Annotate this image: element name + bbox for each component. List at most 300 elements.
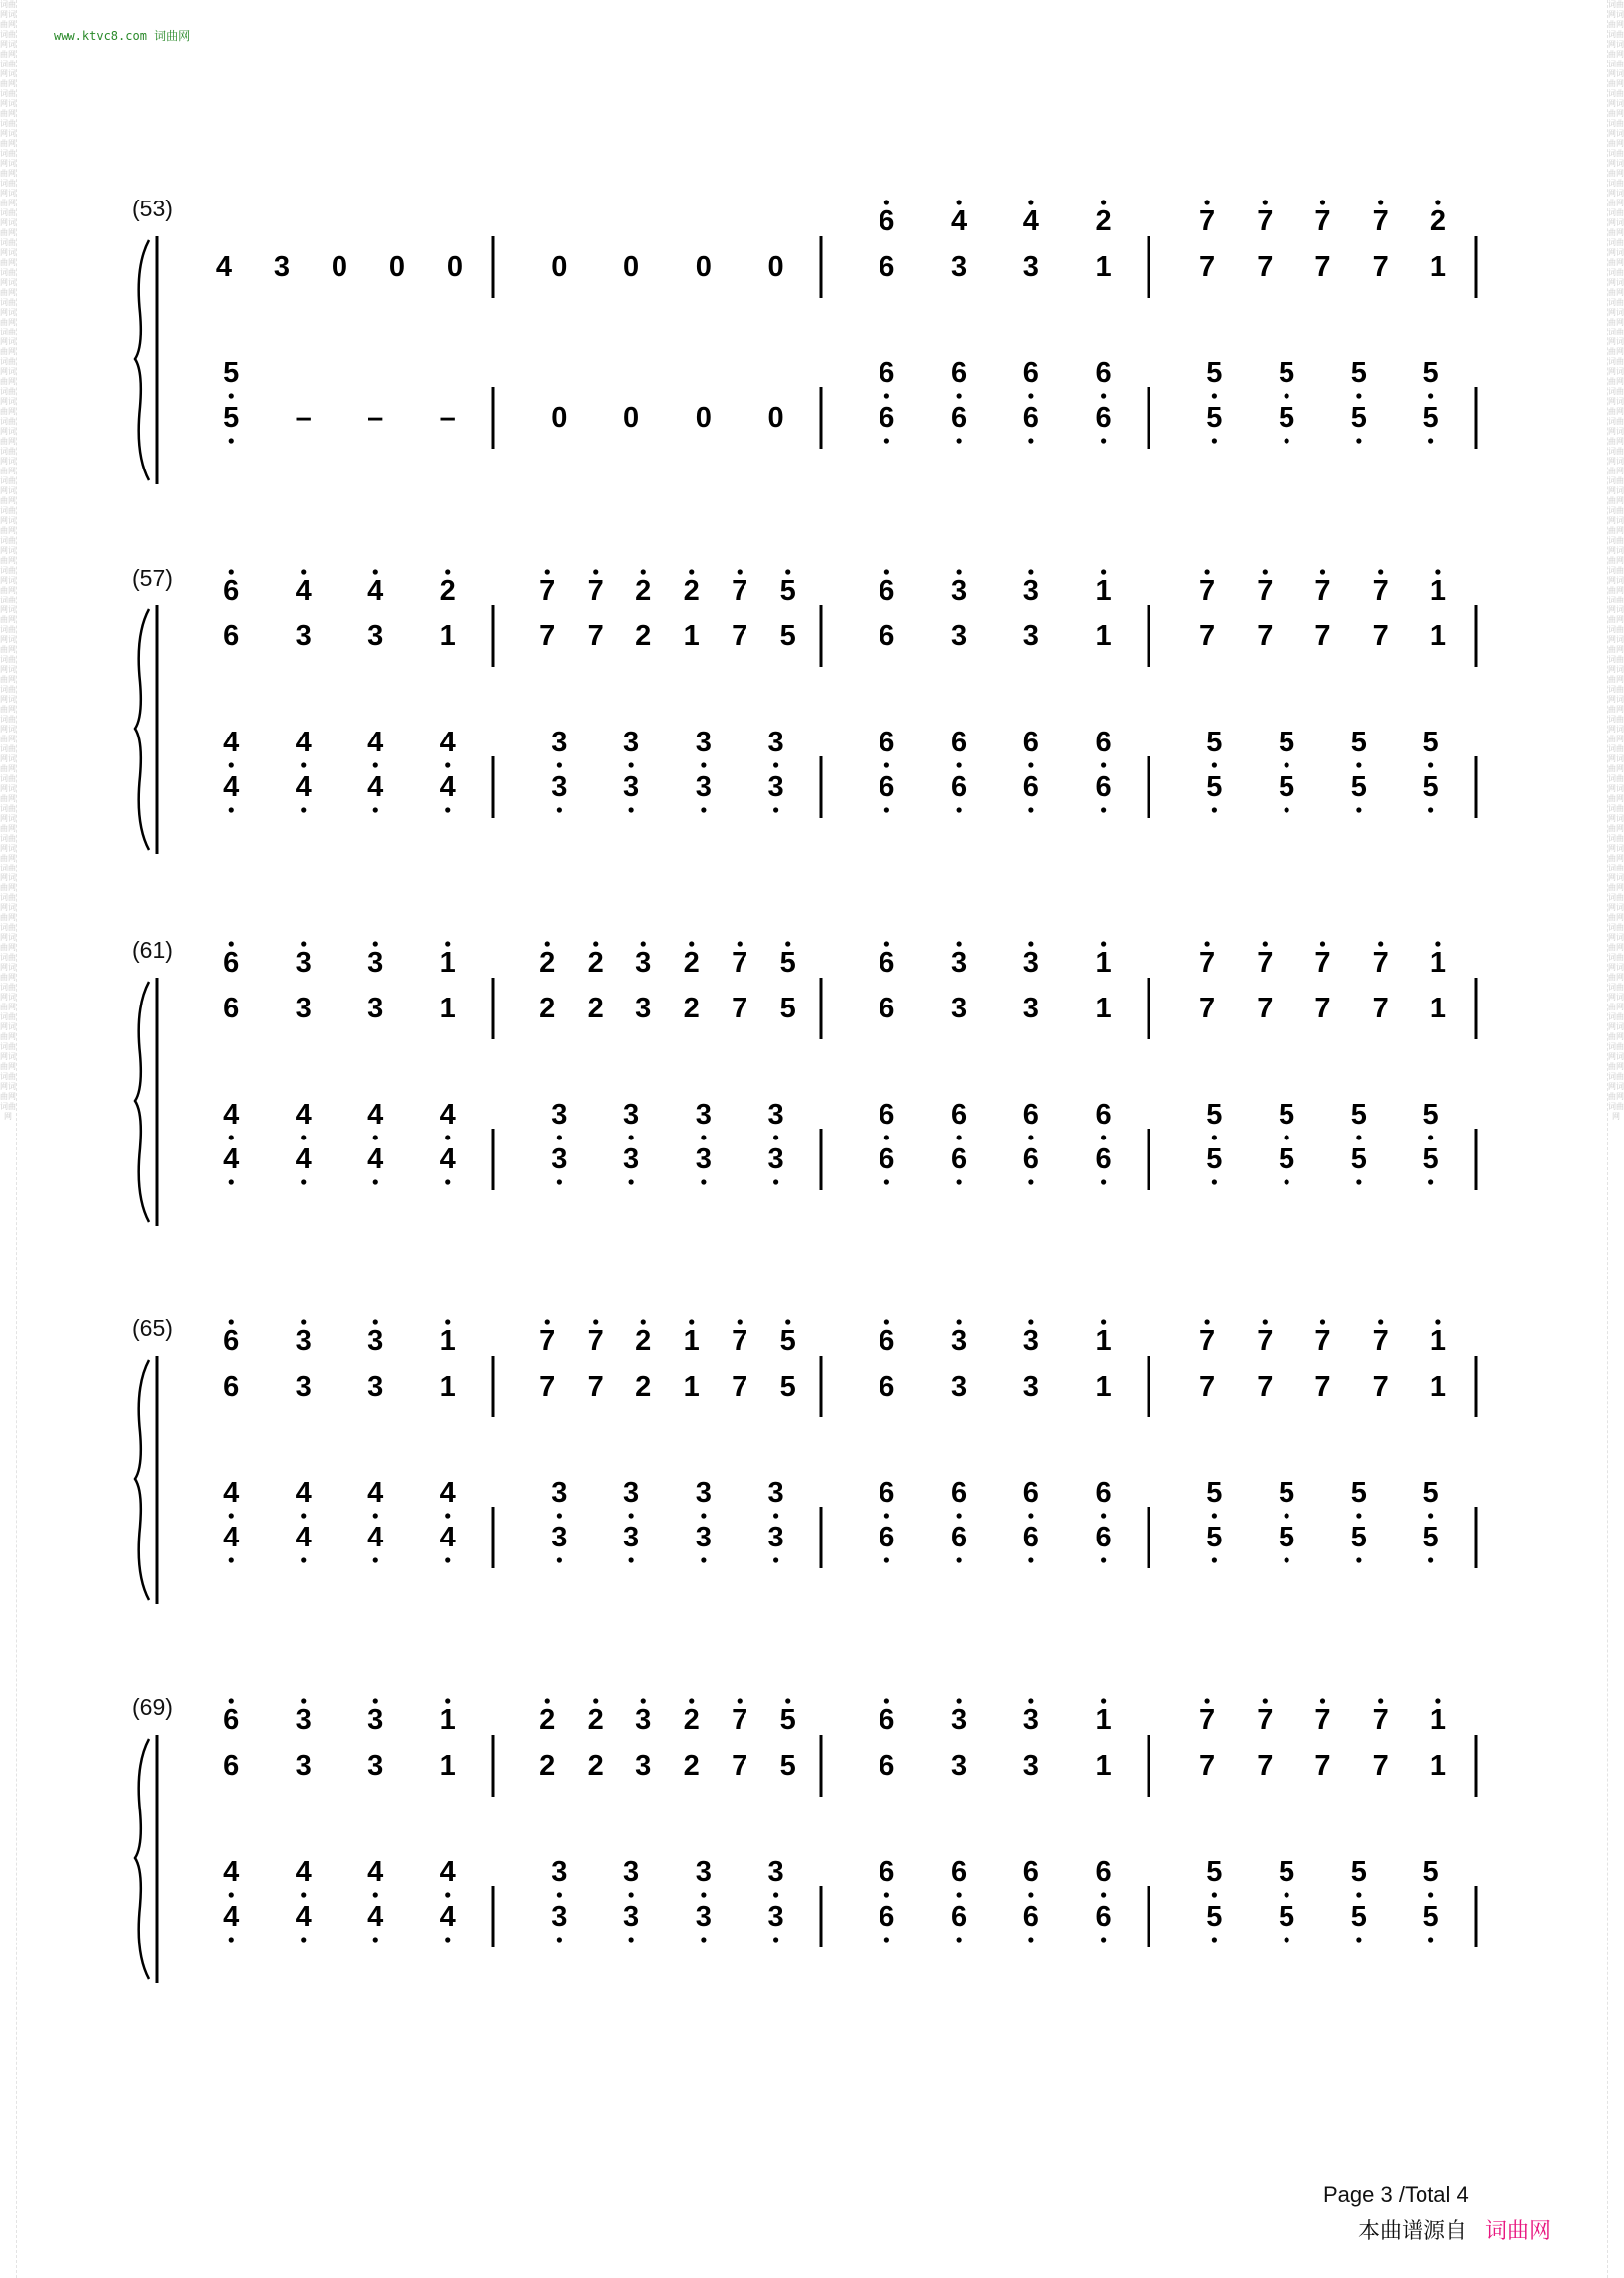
site-link[interactable]: www.ktvc8.com 词曲网 bbox=[54, 29, 191, 43]
note: 5 bbox=[1279, 727, 1295, 758]
octave-dot bbox=[884, 1892, 889, 1897]
octave-dot bbox=[1028, 438, 1033, 443]
note: 5 bbox=[1350, 1143, 1367, 1175]
octave-dot bbox=[1101, 807, 1106, 812]
note: 4 bbox=[367, 1477, 384, 1509]
octave-dot bbox=[884, 1179, 889, 1184]
octave-dot bbox=[593, 1698, 598, 1703]
note: 7 bbox=[1199, 575, 1216, 606]
note: 3 bbox=[623, 1099, 640, 1131]
system-brace bbox=[135, 240, 149, 480]
octave-dot bbox=[373, 1557, 378, 1562]
page-indicator: Page 3 /Total 4 bbox=[1323, 2182, 1469, 2207]
note: 2 bbox=[439, 575, 456, 606]
octave-dot bbox=[557, 807, 562, 812]
note: 4 bbox=[223, 1099, 240, 1131]
note: 1 bbox=[1429, 575, 1446, 606]
octave-dot bbox=[1101, 200, 1106, 204]
octave-dot bbox=[641, 569, 646, 574]
note: 4 bbox=[223, 771, 240, 803]
note: 7 bbox=[1199, 1750, 1216, 1782]
octave-dot bbox=[1205, 1698, 1210, 1703]
note: 4 bbox=[223, 1143, 240, 1175]
octave-dot bbox=[701, 1135, 706, 1139]
octave-dot bbox=[689, 569, 694, 574]
octave-dot bbox=[884, 438, 889, 443]
octave-dot bbox=[445, 1179, 450, 1184]
note: 6 bbox=[1095, 1477, 1112, 1509]
octave-dot bbox=[1285, 1135, 1289, 1139]
note: 7 bbox=[1199, 1325, 1216, 1357]
note: 7 bbox=[1257, 1704, 1274, 1736]
note: 5 bbox=[1422, 727, 1439, 758]
octave-dot bbox=[1263, 200, 1268, 204]
note: 2 bbox=[539, 1704, 556, 1736]
note: 4 bbox=[295, 1143, 312, 1175]
octave-dot bbox=[884, 1513, 889, 1518]
octave-dot bbox=[1378, 1698, 1383, 1703]
note: 3 bbox=[551, 1901, 568, 1933]
octave-dot bbox=[445, 1135, 450, 1139]
octave-dot bbox=[1378, 200, 1383, 204]
octave-dot bbox=[785, 1698, 790, 1703]
octave-dot bbox=[1356, 1937, 1361, 1942]
note: 7 bbox=[1257, 947, 1274, 979]
note: 4 bbox=[223, 1856, 240, 1888]
octave-dot bbox=[1435, 200, 1440, 204]
octave-dot bbox=[301, 1937, 306, 1942]
octave-dot bbox=[773, 807, 778, 812]
note: 2 bbox=[683, 575, 700, 606]
note: 3 bbox=[767, 727, 784, 758]
note: 5 bbox=[1350, 1477, 1367, 1509]
octave-dot bbox=[445, 1698, 450, 1703]
octave-dot bbox=[1285, 393, 1289, 398]
note: 5 bbox=[1279, 1856, 1295, 1888]
note: 5 bbox=[779, 947, 796, 979]
note: 3 bbox=[1022, 1750, 1039, 1782]
note: 5 bbox=[1350, 727, 1367, 758]
note: 7 bbox=[732, 575, 748, 606]
octave-dot bbox=[957, 569, 962, 574]
note: 3 bbox=[551, 1099, 568, 1131]
octave-dot bbox=[1101, 1892, 1106, 1897]
system-brace bbox=[135, 1739, 149, 1979]
octave-dot bbox=[1028, 941, 1033, 946]
octave-dot bbox=[629, 1513, 634, 1518]
octave-dot bbox=[373, 569, 378, 574]
note: 4 bbox=[295, 771, 312, 803]
note: 4 bbox=[951, 205, 968, 237]
octave-dot bbox=[701, 807, 706, 812]
octave-dot bbox=[1212, 1135, 1217, 1139]
note: 7 bbox=[1199, 251, 1216, 283]
note: 3 bbox=[1022, 993, 1039, 1024]
note: 3 bbox=[695, 1099, 712, 1131]
octave-dot bbox=[785, 569, 790, 574]
note: 1 bbox=[1095, 1750, 1112, 1782]
note: 7 bbox=[1314, 620, 1331, 652]
octave-dot bbox=[229, 438, 234, 443]
note: 6 bbox=[879, 1856, 895, 1888]
octave-dot bbox=[229, 1179, 234, 1184]
note: 3 bbox=[951, 1371, 968, 1403]
octave-dot bbox=[1428, 1513, 1433, 1518]
note: – bbox=[295, 402, 312, 434]
note: 1 bbox=[439, 620, 456, 652]
note: 4 bbox=[1022, 205, 1039, 237]
note: 7 bbox=[1314, 1704, 1331, 1736]
note: 7 bbox=[1199, 993, 1216, 1024]
octave-dot bbox=[629, 1892, 634, 1897]
source-site-link[interactable]: 词曲网 bbox=[1485, 2219, 1552, 2244]
note: 6 bbox=[1095, 402, 1112, 434]
note: 3 bbox=[695, 1856, 712, 1888]
octave-dot bbox=[373, 1179, 378, 1184]
note: 2 bbox=[635, 620, 652, 652]
octave-dot bbox=[557, 1135, 562, 1139]
octave-dot bbox=[229, 1319, 234, 1324]
note: 3 bbox=[695, 1143, 712, 1175]
octave-dot bbox=[301, 1892, 306, 1897]
note: 3 bbox=[951, 1325, 968, 1357]
octave-dot bbox=[1263, 569, 1268, 574]
octave-dot bbox=[1101, 393, 1106, 398]
octave-dot bbox=[1356, 1135, 1361, 1139]
note: 7 bbox=[1257, 575, 1274, 606]
note: 6 bbox=[1022, 402, 1039, 434]
note: 3 bbox=[951, 993, 968, 1024]
octave-dot bbox=[1028, 1892, 1033, 1897]
octave-dot bbox=[689, 1698, 694, 1703]
octave-dot bbox=[738, 941, 743, 946]
note: 3 bbox=[551, 1143, 568, 1175]
note: 5 bbox=[1279, 1477, 1295, 1509]
octave-dot bbox=[557, 1179, 562, 1184]
note: 3 bbox=[951, 1750, 968, 1782]
note: 3 bbox=[635, 993, 652, 1024]
note: 6 bbox=[879, 575, 895, 606]
octave-dot bbox=[1356, 1179, 1361, 1184]
note: 6 bbox=[879, 993, 895, 1024]
octave-dot bbox=[1285, 438, 1289, 443]
octave-dot bbox=[445, 941, 450, 946]
note: 2 bbox=[635, 1371, 652, 1403]
octave-dot bbox=[373, 1135, 378, 1139]
octave-dot bbox=[301, 1513, 306, 1518]
note: 5 bbox=[1422, 1901, 1439, 1933]
note: 6 bbox=[1095, 1856, 1112, 1888]
note: 7 bbox=[1314, 1325, 1331, 1357]
octave-dot bbox=[545, 569, 550, 574]
note: 6 bbox=[223, 1371, 240, 1403]
note: 3 bbox=[551, 727, 568, 758]
left-watermark-strip: 词曲网词曲网词曲网词曲网词曲网词曲网词曲网词曲网词曲网词曲网词曲网词曲网词曲网词曲网词曲网词曲网词曲网词曲网词曲网词曲网词曲网词曲网词曲网词曲网词曲网词曲网词曲网词曲网词曲网词曲网词曲网词曲网词曲网词曲网词曲网词曲网词曲网词曲网词曲网词曲网词曲网词曲网词曲网词曲网词曲网词曲网词曲网词曲网词曲网词曲网词曲网词曲网词曲网词曲网词曲网词曲网词曲网词曲网词曲网词曲网词曲网词曲网词曲网词曲网词曲网词曲网词曲网词曲网词曲网词曲网词曲网词曲网词曲网词曲网词曲网 bbox=[0, 0, 17, 2278]
octave-dot bbox=[1205, 569, 1210, 574]
octave-dot bbox=[957, 1513, 962, 1518]
note: 3 bbox=[623, 1143, 640, 1175]
note: 1 bbox=[1095, 1325, 1112, 1357]
octave-dot bbox=[884, 1937, 889, 1942]
note: 6 bbox=[1022, 1856, 1039, 1888]
note: 3 bbox=[1022, 947, 1039, 979]
note: 3 bbox=[1022, 1371, 1039, 1403]
note: 5 bbox=[1279, 1143, 1295, 1175]
note: 6 bbox=[879, 1143, 895, 1175]
note: 2 bbox=[1095, 205, 1112, 237]
note: 1 bbox=[1095, 1371, 1112, 1403]
note: 0 bbox=[388, 251, 406, 283]
note: 4 bbox=[367, 1901, 384, 1933]
note: 1 bbox=[1095, 620, 1112, 652]
octave-dot bbox=[1356, 762, 1361, 767]
octave-dot bbox=[593, 1319, 598, 1324]
octave-dot bbox=[1428, 438, 1433, 443]
note: 3 bbox=[695, 1477, 712, 1509]
note: 0 bbox=[623, 402, 640, 434]
octave-dot bbox=[884, 1698, 889, 1703]
note: 6 bbox=[223, 993, 240, 1024]
octave-dot bbox=[773, 1179, 778, 1184]
note: 2 bbox=[587, 993, 604, 1024]
octave-dot bbox=[1428, 393, 1433, 398]
octave-dot bbox=[629, 1135, 634, 1139]
octave-dot bbox=[773, 1135, 778, 1139]
octave-dot bbox=[1205, 1319, 1210, 1324]
octave-dot bbox=[1212, 762, 1217, 767]
octave-dot bbox=[957, 1319, 962, 1324]
octave-dot bbox=[773, 1892, 778, 1897]
note: 6 bbox=[223, 1750, 240, 1782]
note: 3 bbox=[295, 993, 312, 1024]
octave-dot bbox=[545, 941, 550, 946]
note: 7 bbox=[1199, 947, 1216, 979]
octave-dot bbox=[373, 762, 378, 767]
note: 6 bbox=[879, 402, 895, 434]
note: 6 bbox=[1022, 727, 1039, 758]
octave-dot bbox=[1378, 569, 1383, 574]
note: 5 bbox=[1279, 1522, 1295, 1553]
note: 5 bbox=[779, 620, 796, 652]
octave-dot bbox=[957, 1892, 962, 1897]
note: 7 bbox=[1199, 205, 1216, 237]
note: 4 bbox=[367, 727, 384, 758]
octave-dot bbox=[738, 569, 743, 574]
note: 6 bbox=[879, 1477, 895, 1509]
note: 7 bbox=[1372, 1325, 1389, 1357]
note: 5 bbox=[779, 1325, 796, 1357]
note: 4 bbox=[439, 1477, 456, 1509]
note: 5 bbox=[1422, 1477, 1439, 1509]
note: 3 bbox=[295, 1371, 312, 1403]
octave-dot bbox=[689, 1319, 694, 1324]
note: 6 bbox=[951, 1143, 968, 1175]
note: 5 bbox=[779, 575, 796, 606]
octave-dot bbox=[593, 941, 598, 946]
note: 6 bbox=[951, 727, 968, 758]
octave-dot bbox=[373, 941, 378, 946]
note: 5 bbox=[1206, 402, 1223, 434]
note: 5 bbox=[1206, 1522, 1223, 1553]
note: 5 bbox=[1422, 1099, 1439, 1131]
octave-dot bbox=[701, 1557, 706, 1562]
note: 2 bbox=[587, 1704, 604, 1736]
octave-dot bbox=[773, 1557, 778, 1562]
note: 4 bbox=[223, 1901, 240, 1933]
note: 6 bbox=[951, 357, 968, 389]
note: 6 bbox=[879, 1099, 895, 1131]
octave-dot bbox=[445, 762, 450, 767]
octave-dot bbox=[1320, 941, 1325, 946]
note: 6 bbox=[951, 402, 968, 434]
octave-dot bbox=[1285, 1557, 1289, 1562]
octave-dot bbox=[1285, 1937, 1289, 1942]
note: 2 bbox=[683, 1750, 700, 1782]
octave-dot bbox=[1101, 1135, 1106, 1139]
system-brace bbox=[135, 982, 149, 1222]
note: 1 bbox=[1429, 1750, 1446, 1782]
octave-dot bbox=[373, 1513, 378, 1518]
note: 6 bbox=[879, 205, 895, 237]
octave-dot bbox=[373, 1698, 378, 1703]
octave-dot bbox=[301, 807, 306, 812]
octave-dot bbox=[1101, 438, 1106, 443]
octave-dot bbox=[1435, 941, 1440, 946]
measure-number: (61) bbox=[132, 937, 173, 963]
note: 7 bbox=[1314, 947, 1331, 979]
octave-dot bbox=[1428, 1557, 1433, 1562]
note: 6 bbox=[879, 727, 895, 758]
octave-dot bbox=[689, 941, 694, 946]
note: 3 bbox=[551, 771, 568, 803]
note: 4 bbox=[223, 1477, 240, 1509]
note: 3 bbox=[695, 771, 712, 803]
octave-dot bbox=[1428, 762, 1433, 767]
octave-dot bbox=[1285, 1892, 1289, 1897]
note: 4 bbox=[295, 1856, 312, 1888]
note: 6 bbox=[951, 1099, 968, 1131]
octave-dot bbox=[957, 200, 962, 204]
octave-dot bbox=[629, 1179, 634, 1184]
note: 2 bbox=[539, 947, 556, 979]
octave-dot bbox=[785, 941, 790, 946]
note: 5 bbox=[1350, 1099, 1367, 1131]
note: 6 bbox=[951, 1856, 968, 1888]
note: 7 bbox=[1257, 993, 1274, 1024]
note: 7 bbox=[1372, 575, 1389, 606]
octave-dot bbox=[884, 1319, 889, 1324]
note: 1 bbox=[683, 1371, 700, 1403]
note: 1 bbox=[439, 1704, 456, 1736]
note: 3 bbox=[295, 620, 312, 652]
note: 7 bbox=[732, 1371, 748, 1403]
note: 3 bbox=[951, 1704, 968, 1736]
octave-dot bbox=[641, 941, 646, 946]
note: 6 bbox=[1095, 771, 1112, 803]
note: 7 bbox=[1372, 205, 1389, 237]
note: 6 bbox=[1022, 1901, 1039, 1933]
note: 6 bbox=[951, 1901, 968, 1933]
octave-dot bbox=[629, 807, 634, 812]
octave-dot bbox=[229, 1698, 234, 1703]
note: 1 bbox=[1095, 993, 1112, 1024]
note: 4 bbox=[439, 771, 456, 803]
note: 7 bbox=[1199, 1371, 1216, 1403]
note: 1 bbox=[439, 1371, 456, 1403]
note: 5 bbox=[1206, 1477, 1223, 1509]
octave-dot bbox=[641, 1698, 646, 1703]
note: 3 bbox=[951, 575, 968, 606]
note: 6 bbox=[1095, 1099, 1112, 1131]
octave-dot bbox=[1101, 1937, 1106, 1942]
note: 7 bbox=[732, 1704, 748, 1736]
note: 7 bbox=[1257, 1325, 1274, 1357]
note: 7 bbox=[1257, 1371, 1274, 1403]
note: 4 bbox=[215, 251, 233, 283]
note: 3 bbox=[1022, 251, 1039, 283]
note: 7 bbox=[1314, 205, 1331, 237]
note: 1 bbox=[1095, 947, 1112, 979]
note: 5 bbox=[1422, 357, 1439, 389]
octave-dot bbox=[1263, 1698, 1268, 1703]
source-attribution bbox=[1358, 2214, 1551, 2245]
note: – bbox=[367, 402, 384, 434]
note: 6 bbox=[1022, 1477, 1039, 1509]
note: 6 bbox=[879, 1901, 895, 1933]
octave-dot bbox=[229, 569, 234, 574]
octave-dot bbox=[1212, 807, 1217, 812]
note: 3 bbox=[1022, 620, 1039, 652]
octave-dot bbox=[1028, 1179, 1033, 1184]
note: 3 bbox=[695, 727, 712, 758]
octave-dot bbox=[1356, 438, 1361, 443]
note: 4 bbox=[367, 1099, 384, 1131]
octave-dot bbox=[445, 1557, 450, 1562]
note: 6 bbox=[1095, 357, 1112, 389]
octave-dot bbox=[301, 1557, 306, 1562]
note: 0 bbox=[767, 251, 784, 283]
note: 6 bbox=[1022, 1522, 1039, 1553]
note: 3 bbox=[635, 1750, 652, 1782]
octave-dot bbox=[629, 762, 634, 767]
note: 3 bbox=[295, 947, 312, 979]
octave-dot bbox=[301, 569, 306, 574]
note: 6 bbox=[1095, 727, 1112, 758]
note: 7 bbox=[732, 993, 748, 1024]
octave-dot bbox=[884, 762, 889, 767]
note: 6 bbox=[1022, 1099, 1039, 1131]
note: 1 bbox=[1429, 947, 1446, 979]
note: 5 bbox=[1279, 357, 1295, 389]
note: 5 bbox=[1279, 1901, 1295, 1933]
octave-dot bbox=[229, 762, 234, 767]
note: 7 bbox=[1257, 1750, 1274, 1782]
octave-dot bbox=[1285, 1513, 1289, 1518]
note: 3 bbox=[623, 727, 640, 758]
note: 4 bbox=[295, 1477, 312, 1509]
note: 7 bbox=[587, 620, 604, 652]
note: 0 bbox=[623, 251, 640, 283]
note: 3 bbox=[767, 771, 784, 803]
octave-dot bbox=[957, 807, 962, 812]
note: 4 bbox=[367, 771, 384, 803]
octave-dot bbox=[1435, 1319, 1440, 1324]
octave-dot bbox=[1028, 1937, 1033, 1942]
note: 4 bbox=[439, 727, 456, 758]
octave-dot bbox=[1428, 1179, 1433, 1184]
note: 1 bbox=[683, 1325, 700, 1357]
note: 4 bbox=[439, 1901, 456, 1933]
